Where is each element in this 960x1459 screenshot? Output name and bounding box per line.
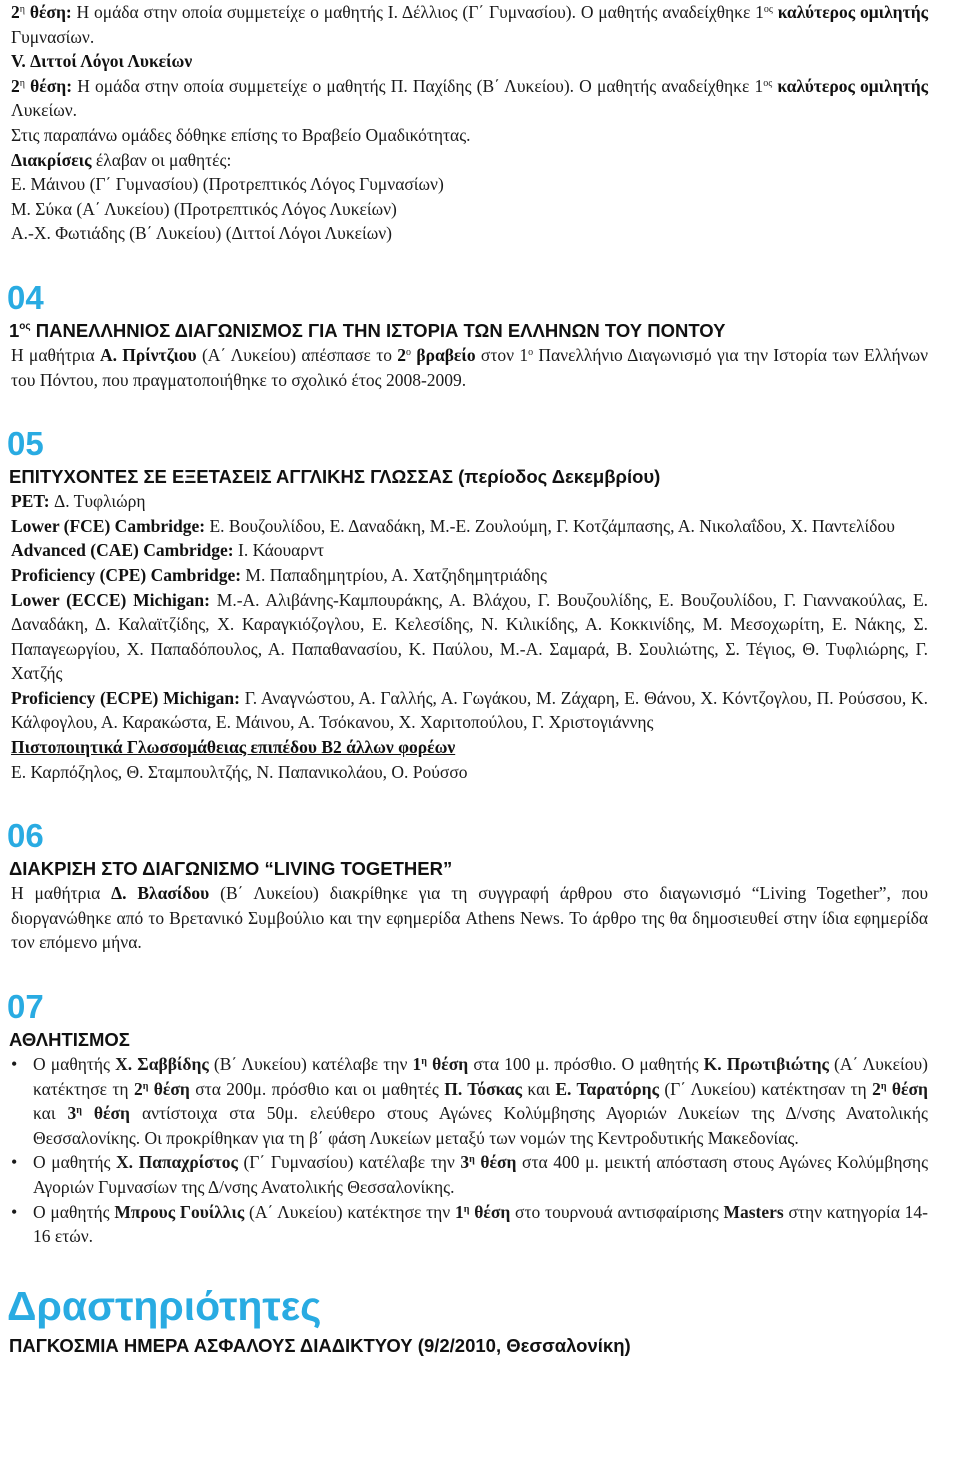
exam-names: Μ. Παπαδημητρίου, Α. Χατζηδημητριάδης (241, 564, 547, 585)
exam-label: Lower (ECCE) Michigan: (11, 589, 210, 610)
exam-names: Δ. Τυφλιώρη (49, 491, 146, 512)
list-item (33, 1150, 928, 1199)
exam-ecce (11, 588, 928, 686)
text: αντίστοιχα στα 50μ. ελεύθερο στους Αγώνες Κολύμβησης Αγοριών Λυκείων της Δ/νσης Ανατολικής Θεσσαλονίκης. Οι προκρίθηκαν για τη β΄ φάση Λυκείων μεταξύ των νομών της Κεντροδυτικής Μακεδονίας. (33, 1103, 928, 1148)
intro-line-2 (11, 74, 928, 123)
text: στα 400 μ. μεικτή απόσταση στους Αγώνες Κολύμβησης Αγοριών Γυμνασίων της Δ/νσης Ανατολικής Θεσσαλονίκης. (33, 1152, 928, 1197)
rank-sup: η (469, 1154, 475, 1166)
bold-text: θέση (426, 1054, 469, 1075)
rank-label: θέση: (29, 2, 72, 22)
text: (Α΄ Λυκείου) απέσπασε το (196, 344, 398, 365)
rank: 2 (11, 75, 20, 96)
activities-section (0, 1281, 960, 1358)
text: Πανελλήνιο Διαγωνισμό για την Ιστορία των Ελλήνων του Πόντου, που πραγματοποιήθηκε το σχολικό έτος 2008-2009. (11, 344, 929, 390)
text: και (33, 1103, 68, 1124)
activities-subtitle: ΠΑΓΚΟΣΜΙΑ ΗΜΕΡΑ ΑΣΦΑΛΟΥΣ ΔΙΑΔΙΚΤΥΟΥ (9/2/2010, Θεσσαλονίκη) (9, 1334, 631, 1356)
bold-text: 3 (67, 1103, 77, 1124)
award: καλύτερος ομιλητής (777, 2, 929, 22)
title-part: 1 (9, 319, 20, 341)
exam-b2-names: Ε. Καρπόζηλος, Θ. Σταμπουλτζής, Ν. Παπανικολάου, Ο. Ρούσσο (11, 761, 468, 782)
list-item (33, 1200, 928, 1249)
bold-text: θέση (474, 1152, 517, 1173)
rank-sup: ο (528, 346, 534, 358)
bold-text: Μπρους Γουίλλις (114, 1201, 245, 1222)
title-sup: ος (19, 320, 31, 332)
text: και (522, 1078, 556, 1099)
exam-label: PET: (11, 491, 50, 512)
exam-label: Lower (FCE) Cambridge: (11, 515, 206, 536)
rank-sup: η (880, 1080, 887, 1092)
bold-text: Χ. Σαββίδης (115, 1054, 209, 1075)
section-number: 06 (7, 817, 44, 855)
list-item (33, 1052, 928, 1150)
bold-text: θέση (886, 1078, 928, 1099)
rank-sup: η (142, 1080, 149, 1092)
section-05 (0, 424, 960, 784)
exam-names: Ε. Βουζουλίδου, Ε. Δαναδάκη, Μ.-Ε. Ζουλούμη, Γ. Κοτζάμπασης, Α. Νικολαΐδου, Χ. Παντελίδου (205, 515, 895, 536)
exam-cae (11, 538, 928, 563)
text: στον 1 (475, 344, 529, 365)
bold-text: Χ. Παπαχρίστος (115, 1152, 238, 1173)
exam-label: Advanced (CAE) Cambridge: (11, 540, 234, 561)
text: (Α΄ Λυκείου) κατέκτησε τη (33, 1054, 928, 1099)
section-body (11, 881, 928, 955)
intro-line-5: Ε. Μάινου (Γ΄ Γυμνασίου) (Προτρεπτικός Λόγος Γυμνασίων) (11, 174, 444, 195)
text: Ο μαθητής (33, 1152, 116, 1173)
text: Η ομάδα στην οποία συμμετείχε ο μαθητής Ι. Δέλλιος (Γ΄ Γυμνασίου). Ο μαθητής αναδείχθηκε 1 (71, 2, 764, 22)
bold-text: 3 (460, 1152, 470, 1173)
text: (Β΄ Λυκείου) κατέλαβε την (208, 1054, 413, 1075)
section-07 (0, 987, 960, 1249)
exam-ecpe (11, 686, 928, 735)
rank-sup: η (421, 1056, 427, 1068)
bold-text: Π. Τόσκας (444, 1078, 523, 1099)
sports-list (0, 1052, 960, 1249)
text: Η μαθήτρια (11, 344, 100, 365)
rank-sup: ος (763, 4, 773, 15)
text: στα 200μ. πρόσθιο και οι μαθητές (189, 1078, 445, 1099)
bold-text: Masters (723, 1201, 784, 1222)
bold-text: Ε. Ταρατόρης (555, 1078, 659, 1099)
title-part: ΠΑΝΕΛΛΗΝΙΟΣ ΔΙΑΓΩΝΙΣΜΟΣ ΓΙΑ ΤΗΝ ΙΣΤΟΡΙΑ ΤΩΝ ΕΛΛΗΝΩΝ ΤΟΥ ΠΟΝΤΟΥ (30, 319, 726, 341)
text: Ο μαθητής (33, 1201, 115, 1222)
intro-line-1 (11, 0, 928, 49)
exam-cpe (11, 563, 928, 588)
bold-text: 2 (133, 1078, 143, 1099)
exam-fce (11, 514, 928, 539)
rank-label: θέση: (30, 75, 73, 96)
subsection-title-text: V. Διττοί Λόγοι Λυκείων (11, 51, 193, 72)
text: (Α΄ Λυκείου) κατέκτησε την (244, 1201, 455, 1222)
section-title: ΑΘΛΗΤΙΣΜΟΣ (9, 1029, 130, 1051)
intro-line-3: Στις παραπάνω ομάδες δόθηκε επίσης το Βραβείο Ομαδικότητας. (11, 124, 471, 145)
bold-text: 2 (872, 1078, 881, 1099)
text: Λυκείων. (11, 100, 78, 121)
section-04 (0, 278, 960, 392)
rank: 2 (397, 344, 407, 365)
exam-b2-label (11, 735, 928, 760)
activities-title: Δραστηριότητες (7, 1282, 322, 1329)
text: Η μαθήτρια (11, 883, 112, 904)
intro-section (0, 0, 960, 246)
text: στην κατηγορία 14-16 ετών. (33, 1201, 928, 1247)
rank-sup: η (19, 77, 25, 89)
section-number: 05 (7, 425, 44, 463)
exam-names: Μ.-Α. Αλιβάνης-Καμπουράκης, Α. Βλάχου, Γ. Βουζουλίδης, Ε. Βουζουλίδου, Γ. Γιαννακούλας, Ε. Δαναδάκη, Δ. Καλαϊτζίδης, Χ. Καραγκιόζογλου, Ε. Κελεσίδης, Ν. Κιλικίδης, Α. Κοκκινίδης, Μ. Μεσοχωρίτη, Ε. Νάκης, Σ. Παπαγεωργίου, Χ. Παπαδόπουλος, Α. Παπαθανασίου, Κ. Παύλου, Μ.-Α. Σαμαρά, Β. Σουλιώτης, Σ. Τέγιος, Θ. Τυφλιώρης, Γ. Χατζής (11, 589, 929, 684)
text: έλαβαν οι μαθητές: (91, 149, 232, 170)
intro-line-4 (11, 148, 928, 173)
exam-names: Ι. Κάουαρντ (233, 540, 325, 561)
rank: 2 (11, 2, 20, 22)
bold-text: Κ. Πρωτιβιώτης (703, 1054, 829, 1075)
rank-sup: η (463, 1203, 470, 1215)
intro-line-6: Μ. Σύκα (Α΄ Λυκείου) (Προτρεπτικός Λόγος Λυκείων) (11, 198, 397, 219)
exam-label: Proficiency (ECPE) Michigan: (11, 687, 240, 708)
exam-pet (11, 489, 928, 514)
text: Γυμνασίων. (11, 26, 95, 47)
section-number: 04 (7, 278, 44, 316)
bold-text: θέση (81, 1103, 130, 1124)
bold-text: 1 (412, 1054, 422, 1075)
section-title (9, 318, 960, 343)
exam-label: Πιστοποιητικά Γλωσσομάθειας επιπέδου Β2 άλλων φορέων (11, 737, 456, 758)
text: Ο μαθητής (33, 1054, 116, 1075)
text: στο τουρνουά αντισφαίρισης (510, 1201, 724, 1222)
subsection-title (11, 49, 928, 74)
section-title: ΔΙΑΚΡΙΣΗ ΣΤΟ ΔΙΑΓΩΝΙΣΜΟ “LIVING TOGETHER” (9, 858, 453, 880)
text: (Γ΄ Γυμνασίου) κατέλαβε την (237, 1152, 461, 1173)
rank-sup: η (76, 1105, 82, 1117)
section-06 (0, 816, 960, 955)
student-name: Α. Πρίντζιου (99, 344, 197, 365)
bold-text: θέση (469, 1201, 511, 1222)
section-number: 07 (7, 988, 44, 1026)
bold-text: θέση (148, 1078, 190, 1099)
rank-sup: η (19, 4, 25, 15)
intro-line-7: Α.-Χ. Φωτιάδης (Β΄ Λυκείου) (Διττοί Λόγοι Λυκείων) (11, 223, 392, 244)
award: βραβείο (416, 344, 476, 365)
text: (Β΄ Λυκείου) διακρίθηκε για τη συγγραφή άρθρου στο διαγωνισμό “Living Together”, που διοργανώθηκε από το Βρετανικό Συμβούλιο και την εφημερίδα Athens News. Το άρθρο της θα δημοσιευθεί στην ίδια εφημερίδα τον επόμενο μήνα. (11, 883, 928, 953)
bold-text: 1 (455, 1201, 464, 1222)
text: στα 100 μ. πρόσθιο. Ο μαθητής (468, 1054, 704, 1075)
rank-sup: ος (763, 77, 773, 89)
rank-sup: ο (406, 346, 412, 358)
text: Η ομάδα στην οποία συμμετείχε ο μαθητής Π. Παχίδης (Β΄ Λυκείου). Ο μαθητής αναδείχθηκε 1 (72, 75, 764, 96)
student-name: Δ. Βλασίδου (111, 883, 210, 904)
section-body (11, 343, 928, 392)
distinctions-label: Διακρίσεις (11, 149, 92, 170)
award: καλύτερος ομιλητής (777, 75, 929, 96)
exam-names: Γ. Αναγνώστου, Α. Γαλλής, Α. Γωγάκου, Μ. Ζάχαρη, Ε. Θάνου, Χ. Κόντζογλου, Π. Ρούσσου, Κ. Κάλφογλου, Α. Καρακώστα, Ε. Μάινου, Α. Τσόκανου, Χ. Χαριτοπούλου, Γ. Χριστογιάννης (11, 687, 929, 733)
text: (Γ΄ Λυκείου) κατέκτησαν τη (658, 1078, 873, 1099)
exam-label: Proficiency (CPE) Cambridge: (11, 564, 242, 585)
section-title: ΕΠΙΤΥΧΟΝΤΕΣ ΣΕ ΕΞΕΤΑΣΕΙΣ ΑΓΓΛΙΚΗΣ ΓΛΩΣΣΑΣ (περίοδος Δεκεμβρίου) (9, 466, 661, 488)
